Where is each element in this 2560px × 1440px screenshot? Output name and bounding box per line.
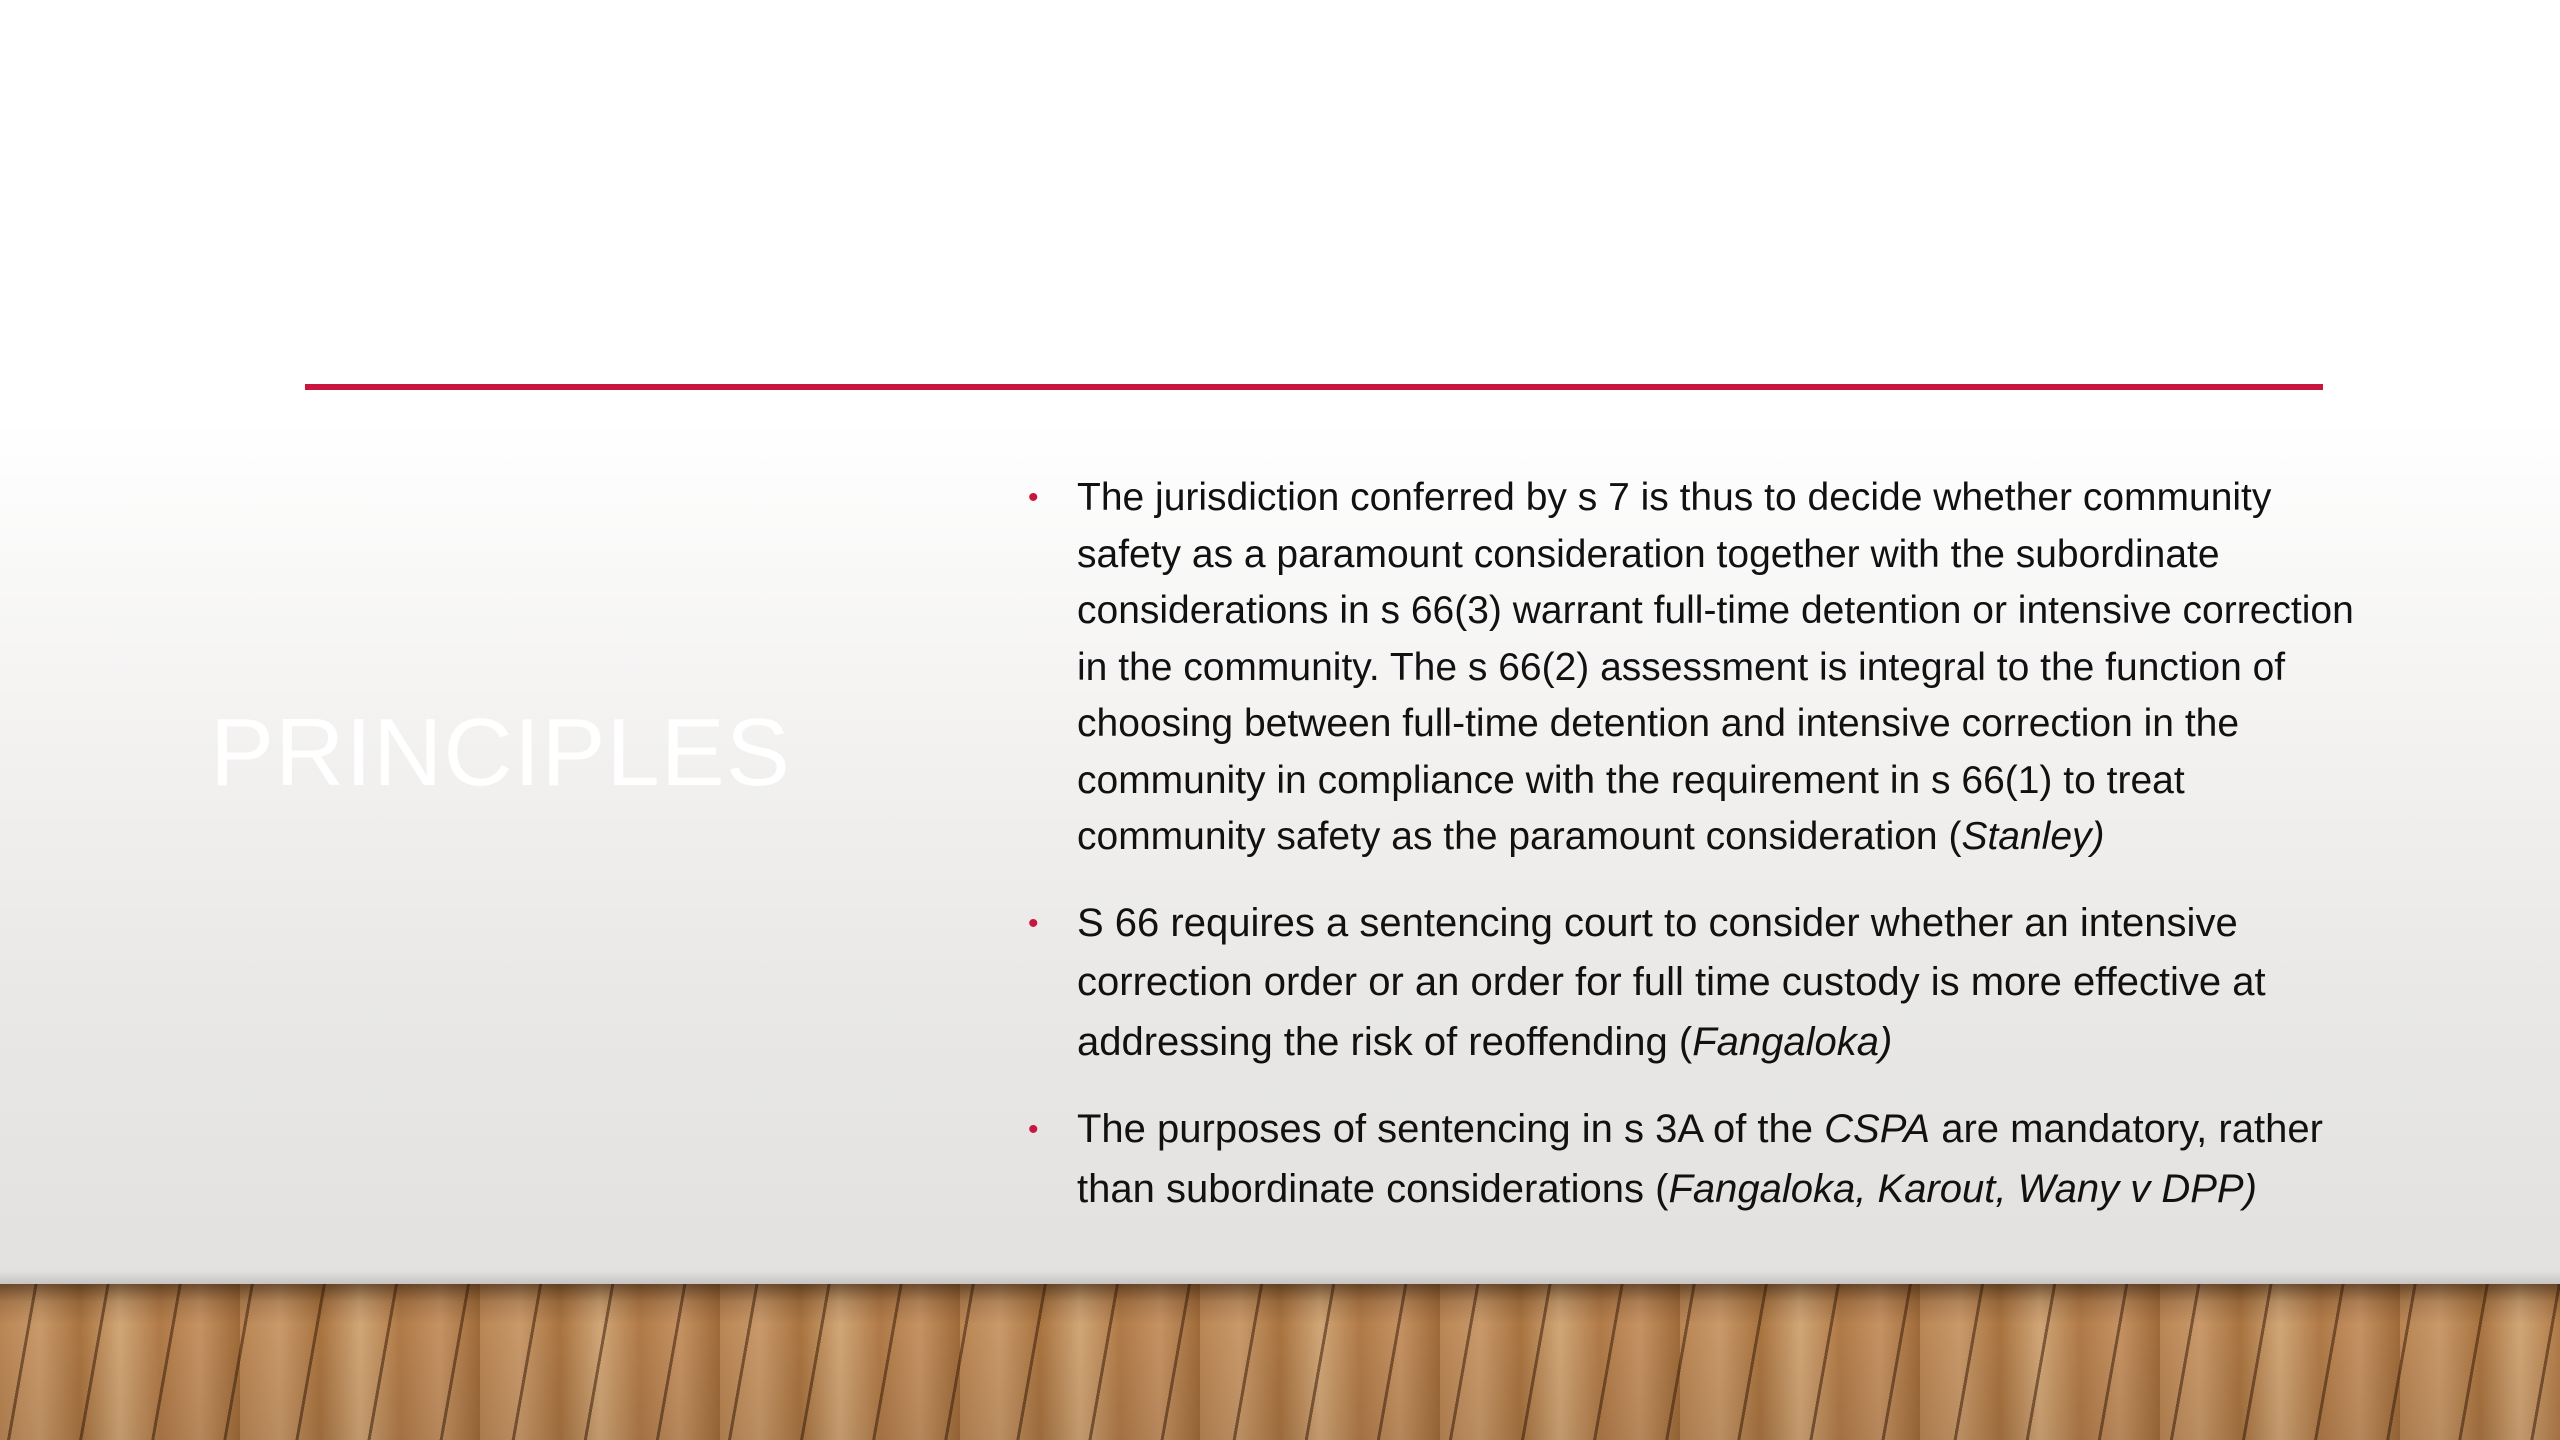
- bullet-dot-icon: •: [1028, 906, 1039, 940]
- bullet-item: [1020, 1100, 2380, 1219]
- case-citation: Fangaloka, Karout, Wany v DPP): [1668, 1166, 2257, 1211]
- bullet-text: are mandatory, rather than subordinate considerations (: [1077, 1107, 2323, 1211]
- act-name: CSPA: [1824, 1107, 1931, 1151]
- accent-divider: [305, 384, 2323, 390]
- bullet-dot-icon: •: [1028, 481, 1039, 514]
- bullet-text: S 66 requires a sentencing court to consider whether an intensive correction order or an order for full time custody is more effective at addressing the risk of reoffending (: [1077, 900, 2266, 1064]
- case-citation: Fangaloka): [1692, 1019, 1893, 1064]
- case-citation: Stanley): [1961, 815, 2105, 858]
- bullet-list: [1020, 470, 2380, 1247]
- bullet-item: [1020, 470, 2380, 866]
- bullet-item: [1020, 894, 2380, 1073]
- bullet-text: The jurisdiction conferred by s 7 is thus to decide whether community safety as a paramount consideration together with the subordinate considerations in s 66(3) warrant full-time detention or intensive correction in the community. The s 66(2) assessment is integral to the function of choosing between full-time detention and intensive correction in the community in compliance with the requirement in s 66(1) to treat community safety as the paramount consideration (: [1077, 476, 2354, 858]
- slide-title: PRINCIPLES: [210, 699, 791, 806]
- wood-floor-background: [0, 1284, 2560, 1440]
- bullet-text: The purposes of sentencing in s 3A of the: [1077, 1107, 1825, 1151]
- floor-shadow: [0, 1270, 2560, 1284]
- bullet-dot-icon: •: [1028, 1113, 1039, 1146]
